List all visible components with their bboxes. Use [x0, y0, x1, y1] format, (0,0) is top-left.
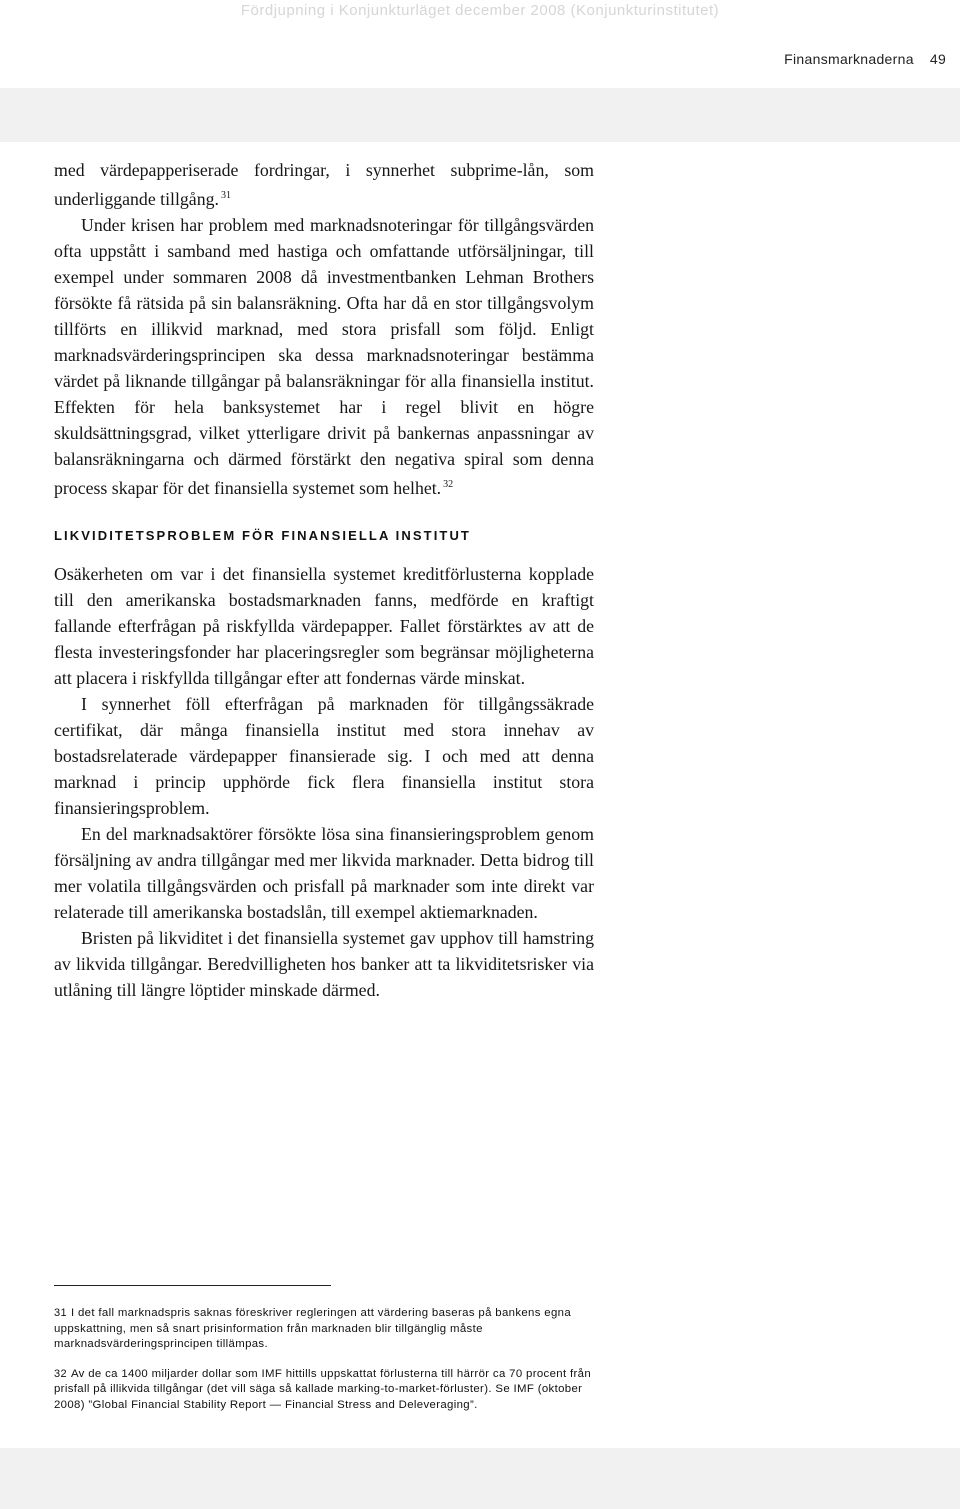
running-head	[0, 48, 960, 70]
page-body	[54, 157, 594, 1003]
footnote-text: Av de ca 1400 miljarder dollar som IMF hittills uppskattat förlusterna till härrör ca 70 procent från prisfall på illikvida tillgångar (det vill säga så kallade marking-to-market-förluster). Se IMF (oktober 2008) ”Global Financial Stability Report — Financial Stress and Deleveraging”.	[54, 1367, 592, 1411]
body-paragraph: En del marknadsaktörer försökte lösa sina finansieringsproblem genom försäljning av andra tillgångar med mer likvida marknader. Detta bidrog till mer volatila tillgångsvärden och prisfall på marknader som inte direkt var relaterade till amerikanska bostadslån, till exempel aktiemarknaden.	[54, 824, 594, 922]
footnote	[54, 1306, 604, 1353]
header-band	[0, 88, 960, 142]
footnotes	[54, 1306, 604, 1427]
section-heading: LIKVIDITETSPROBLEM FÖR FINANSIELLA INSTITUT	[54, 528, 471, 543]
document-title: Fördjupning i Konjunkturläget december 2008 (Konjunkturinstitutet)	[0, 0, 960, 44]
body-paragraph: I synnerhet föll efterfrågan på marknaden för tillgångssäkrade certifikat, där många finansiella institut med stora innehav av bostadsrelaterade värdepapper finansierade sig. I och med att denna marknad i princip upphörde fick flera finansiella institut stora finansieringsproblem.	[54, 694, 594, 818]
footnote-text: I det fall marknadspris saknas föreskriver regleringen att värdering baseras på bankens egna uppskattning, men så snart prisinformation från marknaden blir tillgänglig måste marknadsvärderingsprincipen tillämpas.	[54, 1307, 572, 1350]
footnote-number: 31	[54, 1307, 67, 1319]
footnote	[54, 1367, 604, 1414]
paragraph-text: Under krisen har problem med marknadsnoteringar för tillgångsvärden ofta uppstått i samband med hastiga och omfattande utförsäljningar, till exempel under sommaren 2008 då investmentbanken Lehman Brothers försökte få rätsida på sin balansräkning. Ofta har då en stor tillgångsvolym tillförts en illikvid marknad, med stora prisfall som följd. Enligt marknadsvärderingsprincipen ska dessa marknadsnoteringar bestämma värdet på liknande tillgångar på balansräkningar för alla finansiella institut. Effekten för hela banksystemet har i regel blivit en högre skuldsättningsgrad, vilket ytterligare drivit på bankernas anpassningar av balansräkningarna och därmed förstärkt den negativa spiral som denna process skapar för det finansiella systemet som helhet.	[54, 215, 594, 498]
body-paragraph: Bristen på likviditet i det finansiella systemet gav upphov till hamstring av likvida tillgångar. Beredvilligheten hos banker att ta likviditetsrisker via utlåning till längre löptider minskade därmed.	[54, 928, 594, 1000]
footnote-divider	[54, 1285, 331, 1286]
body-paragraph	[54, 212, 594, 501]
paragraph-text: med värdepapperiserade fordringar, i synnerhet subprime-lån, som underliggande tillgång.	[54, 160, 594, 209]
footnote-number: 32	[54, 1367, 67, 1380]
footnote-ref-31[interactable]: 31	[220, 190, 231, 201]
body-paragraph: Osäkerheten om var i det finansiella systemet kreditförlusterna kopplade till den amerikanska bostadsmarknaden fanns, medförde en kraftigt fallande efterfrågan på riskfyllda värdepapper. Fallet förstärktes av att de flesta investeringsfonder har placeringsregler som begränsar möjligheterna att placera i riskfyllda tillgångar efter att fondernas värde minskat.	[54, 564, 594, 688]
page-number: 49	[929, 51, 947, 67]
section-name: Finansmarknaderna	[784, 51, 914, 67]
body-paragraph	[54, 157, 594, 212]
footnote-ref-32[interactable]: 32	[443, 479, 454, 490]
footer-band	[0, 1448, 960, 1509]
